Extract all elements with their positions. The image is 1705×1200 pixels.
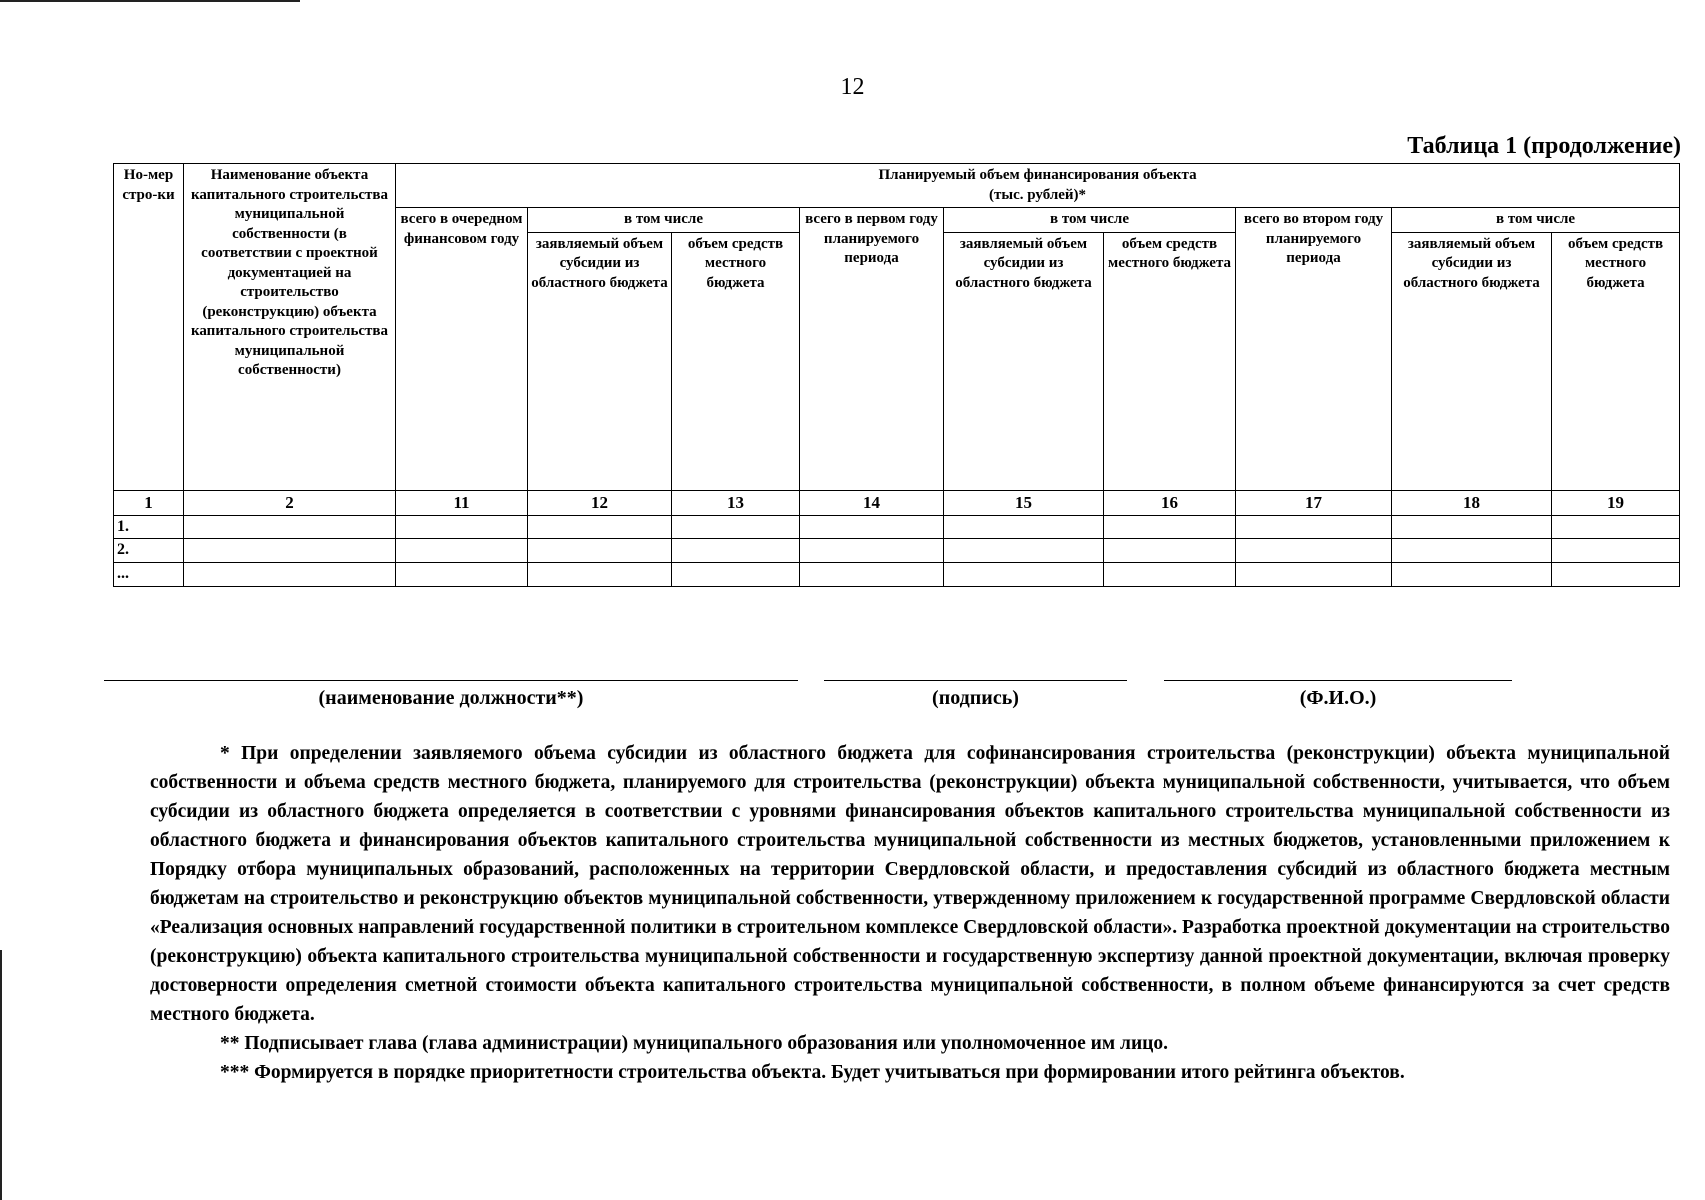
table-row	[114, 563, 1680, 587]
table-cell	[944, 515, 1104, 539]
column-number: 11	[396, 490, 528, 515]
signature-label: (подпись)	[932, 687, 1019, 709]
column-number: 17	[1236, 490, 1392, 515]
table-cell	[1392, 563, 1552, 587]
table-cell	[528, 563, 672, 587]
column-number: 2	[184, 490, 396, 515]
table-cell	[1236, 539, 1392, 563]
header-planned-funding	[396, 164, 1680, 208]
footnotes	[150, 739, 1670, 1087]
column-number: 12	[528, 490, 672, 515]
table-cell	[672, 539, 800, 563]
table-cell	[944, 539, 1104, 563]
header-subsidy-2: заявляемый объем субсидии из областного бюджета	[944, 232, 1104, 490]
table-cell	[1552, 539, 1680, 563]
table-cell	[184, 563, 396, 587]
row-number: 2.	[114, 539, 184, 563]
signature-line	[824, 680, 1127, 681]
header-year-total-3: всего во втором году планируемого периода	[1236, 208, 1392, 491]
header-including-1: в том числе	[528, 208, 800, 233]
position-label: (наименование должности**)	[318, 687, 584, 709]
table-cell	[396, 539, 528, 563]
table-cell	[1392, 539, 1552, 563]
page-number: 12	[840, 74, 865, 100]
scan-edge-left	[0, 950, 2, 1200]
table-cell	[1104, 539, 1236, 563]
table-cell	[672, 563, 800, 587]
table-cell	[184, 539, 396, 563]
table-cell	[1104, 515, 1236, 539]
header-local-budget-3: объем средств местного бюджета	[1552, 232, 1680, 490]
table-cell	[672, 515, 800, 539]
name-signature-line	[1164, 680, 1512, 681]
column-number: 1	[114, 490, 184, 515]
table-cell	[528, 515, 672, 539]
footnote-1: * При определении заявляемого объема субсидии из областного бюджета для софинансирования строительства (реконструкции) объекта муниципальной собственности и объема средств местного бюджета, планируемого для строительства (реконструкции) объекта муниципальной собственности, учитывается, что объем субсидии из областного бюджета определяется в соответствии с уровнями финансирования объектов капитального строительства муниципальной собственности из областного бюджета и финансирования объектов капитального строительства муниципальной собственности из местных бюджетов, установленными приложением к Порядку отбора муниципальных образований, расположенных на территории Свердловской области, и предоставления субсидий из областного бюджета местным бюджетам на строительство и реконструкцию объектов муниципальной собственности, утвержденному приложением к государственной программе Свердловской области «Реализация основных направлений государственной политики в строительном комплексе Свердловской области». Разработка проектной документации на строительство (реконструкцию) объекта капитального строительства муниципальной собственности и государственную экспертизу данной проектной документации, включая проверку достоверности определения сметной стоимости объекта капитального строительства муниципальной собственности, в полном объеме финансируются за счет средств местного бюджета.	[150, 743, 1670, 1025]
table-cell	[1236, 515, 1392, 539]
column-number: 13	[672, 490, 800, 515]
header-subsidy-1: заявляемый объем субсидии из областного бюджета	[528, 232, 672, 490]
header-subsidy-3: заявляемый объем субсидии из областного бюджета	[1392, 232, 1552, 490]
planned-funding-unit: (тыс. рублей)*	[989, 186, 1087, 203]
table-cell	[944, 563, 1104, 587]
table-cell	[1104, 563, 1236, 587]
column-number: 15	[944, 490, 1104, 515]
table-cell	[1236, 563, 1392, 587]
header-including-2: в том числе	[944, 208, 1236, 233]
column-number: 18	[1392, 490, 1552, 515]
table-cell	[800, 515, 944, 539]
header-year-total-2: всего в первом году планируемого периода	[800, 208, 944, 491]
header-year-total-1: всего в очередном финансовом году	[396, 208, 528, 491]
table-cell	[800, 563, 944, 587]
table-cell	[800, 539, 944, 563]
table-cell	[1552, 515, 1680, 539]
row-number: ...	[114, 563, 184, 587]
table-cell	[1392, 515, 1552, 539]
table-cell	[396, 563, 528, 587]
scan-edge-top	[0, 0, 300, 2]
table-cell	[184, 515, 396, 539]
row-number: 1.	[114, 515, 184, 539]
table-row	[114, 539, 1680, 563]
header-local-budget-1: объем средств местного бюджета	[672, 232, 800, 490]
header-including-3: в том числе	[1392, 208, 1680, 233]
column-number: 14	[800, 490, 944, 515]
table-cell	[1552, 563, 1680, 587]
table-caption: Таблица 1 (продолжение)	[1407, 133, 1681, 159]
name-label: (Ф.И.О.)	[1299, 687, 1377, 709]
column-number: 16	[1104, 490, 1236, 515]
planned-funding-title: Планируемый объем финансирования объекта	[878, 167, 1197, 183]
header-object-name: Наименование объекта капитального строительства муниципальной собственности (в соответствии с проектной документацией на строительство (реконструкцию) объекта капитального строительства муниципальной собственности)	[184, 164, 396, 491]
funding-table	[113, 163, 1680, 587]
table-row	[114, 515, 1680, 539]
footnote-3: *** Формируется в порядке приоритетности строительства объекта. Будет учитываться при формировании итого рейтинга объектов.	[220, 1062, 1405, 1083]
column-number-row	[114, 490, 1680, 515]
table-cell	[528, 539, 672, 563]
table-cell	[396, 515, 528, 539]
position-signature-line	[104, 680, 798, 681]
footnote-2: ** Подписывает глава (глава администрации) муниципального образования или уполномоченное им лицо.	[220, 1033, 1169, 1054]
header-local-budget-2: объем средств местного бюджета	[1104, 232, 1236, 490]
column-number: 19	[1552, 490, 1680, 515]
header-row-number: Но-мер стро-ки	[114, 164, 184, 491]
